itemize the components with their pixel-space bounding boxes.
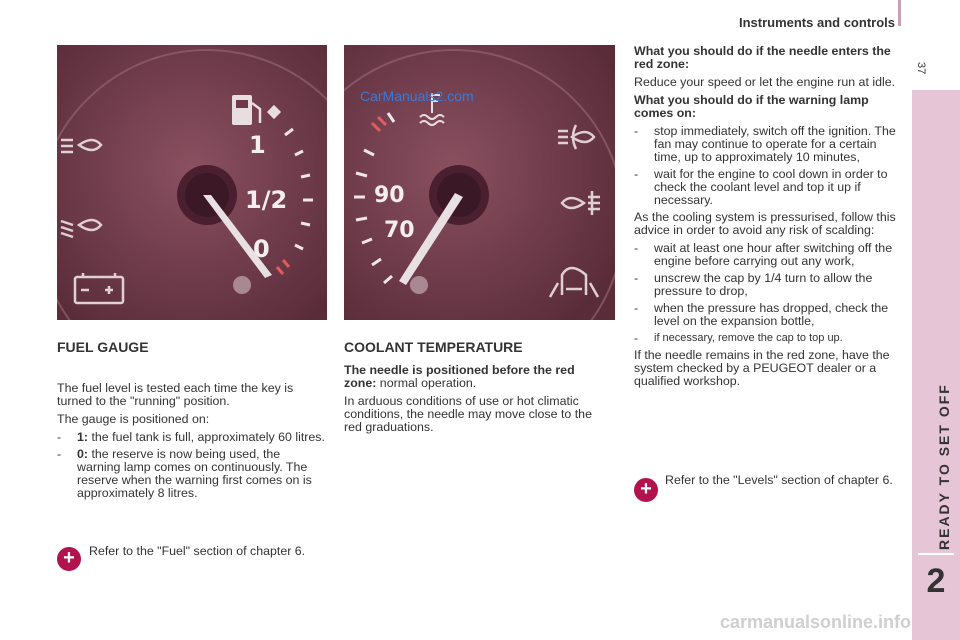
needle-remains-text: If the needle remains in the red zone, have the system checked by a PEUGEOT dealer or a qualified workshop. xyxy=(634,348,890,388)
chapter-divider xyxy=(918,553,954,555)
watermark: CarManuals2.com xyxy=(360,88,474,104)
list-item xyxy=(634,242,904,268)
list-dash: - xyxy=(57,447,62,461)
fuel-gauge-image xyxy=(57,45,327,320)
coolant-gauge-image xyxy=(344,45,615,320)
chapter-side-band xyxy=(912,90,960,640)
list-item-text: unscrew the cap by 1/4 turn to allow the pressure to drop, xyxy=(654,271,873,298)
list-dash: - xyxy=(57,430,62,444)
list-item-text: stop immediately, switch off the ignition. The fan may continue to operate for a certain time, up to approximately 10 minutes, xyxy=(654,124,896,164)
chapter-number: 2 xyxy=(926,562,946,600)
list-dash: - xyxy=(634,241,639,255)
page-header-title: Instruments and controls xyxy=(738,15,895,30)
list-dash: - xyxy=(634,271,639,285)
fuel-gauge-text xyxy=(57,382,327,504)
fuel-refer-note: Refer to the "Fuel" section of chapter 6. xyxy=(89,544,306,558)
levels-refer-note: Refer to the "Levels" section of chapter 6. xyxy=(665,473,893,487)
chapter-title: READY TO SET OFF xyxy=(936,383,952,550)
list-item xyxy=(57,448,327,500)
plus-icon: + xyxy=(57,547,81,571)
list-item xyxy=(634,332,904,345)
coolant-advice-column xyxy=(634,45,904,393)
page-number: 37 xyxy=(915,62,927,75)
list-item xyxy=(634,168,904,207)
list-dash: - xyxy=(634,331,639,345)
warning-lamp-question: What you should do if the warning lamp comes on: xyxy=(634,93,869,120)
list-item-text: if necessary, remove the cap to top up. xyxy=(654,332,843,344)
red-zone-answer: Reduce your speed or let the engine run at idle. xyxy=(634,75,896,89)
fuel-half-label: 1/2 xyxy=(245,186,288,214)
list-dash: - xyxy=(634,124,639,138)
red-zone-question: What you should do if the needle enters the red zone: xyxy=(634,44,891,71)
fuel-full-label: 1 xyxy=(249,131,266,159)
list-item-text: when the pressure has dropped, check the level on the expansion bottle, xyxy=(654,301,889,328)
plus-icon: + xyxy=(634,478,658,502)
list-item xyxy=(634,302,904,328)
footer-watermark: carmanualsonline.info xyxy=(720,612,912,632)
fuel-level-text: the reserve is now being used, the warning lamp comes on continuously. The reserve when the warning first comes on is approximately 8 litres. xyxy=(77,447,312,500)
list-item xyxy=(634,125,904,164)
list-item xyxy=(57,431,327,444)
list-item-text: wait for the engine to cool down in order to check the coolant level and top it up if necessary. xyxy=(654,167,888,207)
fuel-level-key: 0: xyxy=(77,447,89,461)
pressurised-text: As the cooling system is pressurised, follow this advice in order to avoid any risk of scalding: xyxy=(634,210,896,237)
fuel-positioned-on: The gauge is positioned on: xyxy=(57,412,210,426)
header-divider xyxy=(898,0,901,26)
list-dash: - xyxy=(634,167,639,181)
coolant-heading: COOLANT TEMPERATURE xyxy=(344,339,523,355)
needle-before-text: normal operation. xyxy=(376,376,477,390)
fuel-level-key: 1: xyxy=(77,430,89,444)
coolant-arduous-text: In arduous conditions of use or hot climatic conditions, the needle may move close to the red graduations. xyxy=(344,394,592,434)
coolant-text xyxy=(344,364,609,439)
fuel-empty-label: 0 xyxy=(253,235,270,263)
coolant-low-label: 70 xyxy=(384,218,415,243)
list-item xyxy=(634,272,904,298)
fuel-level-text: the fuel tank is full, approximately 60 litres. xyxy=(88,430,325,444)
list-item-text: wait at least one hour after switching off the engine before carrying out any work, xyxy=(654,241,893,268)
needle-before-label: The needle is positioned before the red zone: xyxy=(344,363,575,390)
list-dash: - xyxy=(634,301,639,315)
fuel-intro: The fuel level is tested each time the key is turned to the "running" position. xyxy=(57,381,294,408)
fuel-gauge-heading: FUEL GAUGE xyxy=(57,339,149,355)
coolant-high-label: 90 xyxy=(374,183,405,208)
